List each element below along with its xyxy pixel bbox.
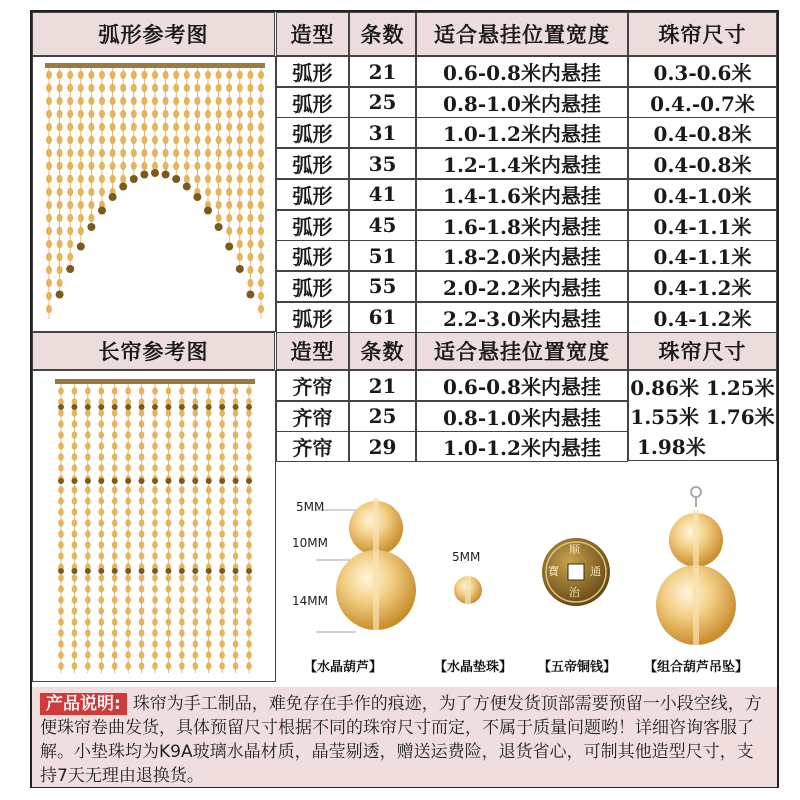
crystal-spacer-icon (454, 576, 482, 604)
gourd-size-label-top: 5MM (296, 500, 325, 514)
arc-row-7-count: 51 (349, 240, 416, 271)
caption-gourd-pendant: 【组合葫芦吊坠】 (644, 660, 749, 675)
long-row-2-width: 0.8-1.0米内悬挂 (416, 401, 628, 432)
arc-row-3-style: 弧形 (276, 117, 349, 148)
arc-row-2-width: 0.8-1.0米内悬挂 (416, 87, 628, 118)
coin-char-bottom: 治 (569, 586, 580, 599)
long-header-size: 珠帘尺寸 (628, 332, 777, 370)
long-row-3-count: 29 (349, 431, 416, 462)
arc-row-7-size: 0.4-1.1米 (628, 240, 777, 271)
arc-row-6-size: 0.4-1.1米 (628, 210, 777, 241)
coin-char-left: 寶 (548, 565, 559, 578)
crystal-gourd-icon (316, 498, 416, 632)
long-header-count: 条数 (349, 332, 416, 370)
arc-header-count: 条数 (349, 12, 416, 56)
arc-reference-title: 弧形参考图 (32, 12, 275, 56)
arc-row-9-width: 2.2-3.0米内悬挂 (416, 302, 628, 333)
product-note-text: 珠帘为手工制品，难免存在手作的痕迹，为了方便发货顶部需要预留一小段空线，方便珠帘卷曲发货，具体预留尺寸根据不同的珠帘尺寸而定，不属于质量问题哟！详细咨询客服了解。小垫珠均为K9A玻璃水晶材质，晶莹剔透，赠送运费险，退货省心，可制其他造型尺寸，支持7天无理由退换货。 (40, 694, 762, 786)
arc-curtain-illustration (33, 57, 276, 332)
long-curtain-illustration (33, 371, 276, 682)
arc-row-8-style: 弧形 (276, 271, 349, 302)
long-row-3-width: 1.0-1.2米内悬挂 (416, 431, 628, 462)
long-row-2-count: 25 (349, 401, 416, 432)
arc-row-9-count: 61 (349, 302, 416, 333)
arc-row-4-width: 1.2-1.4米内悬挂 (416, 148, 628, 179)
arc-row-8-count: 55 (349, 271, 416, 302)
long-row-1-count: 21 (349, 370, 416, 401)
long-reference-title: 长帘参考图 (32, 332, 275, 370)
arc-row-1-size: 0.3-0.6米 (628, 56, 777, 87)
arc-row-5-count: 41 (349, 179, 416, 210)
arc-row-9-style: 弧形 (276, 302, 349, 333)
long-header-width: 适合悬挂位置宽度 (416, 332, 628, 370)
arc-row-3-count: 31 (349, 117, 416, 148)
arc-row-1-style: 弧形 (276, 56, 349, 87)
long-curtain-image (32, 370, 276, 682)
long-size-line-1: 0.86米 1.25米 (628, 370, 777, 401)
bead-detail-panel (276, 462, 777, 682)
arc-row-1-count: 21 (349, 56, 416, 87)
arc-row-5-size: 0.4-1.0米 (628, 179, 777, 210)
arc-header-style: 造型 (276, 12, 349, 56)
product-note-tag: 产品说明: (40, 693, 127, 715)
gourd-size-label-bottom: 14MM (292, 594, 328, 608)
gourd-pendant-icon (656, 487, 736, 645)
arc-row-6-width: 1.6-1.8米内悬挂 (416, 210, 628, 241)
caption-crystal-spacer: 【水晶垫珠】 (434, 660, 513, 675)
arc-row-4-count: 35 (349, 148, 416, 179)
gourd-size-label-mid: 10MM (292, 536, 328, 550)
arc-row-7-style: 弧形 (276, 240, 349, 271)
caption-crystal-gourd: 【水晶葫芦】 (304, 660, 383, 675)
arc-row-8-width: 2.0-2.2米内悬挂 (416, 271, 628, 302)
arc-row-3-size: 0.4-0.8米 (628, 117, 777, 148)
long-row-3-style: 齐帘 (276, 431, 349, 462)
arc-row-3-width: 1.0-1.2米内悬挂 (416, 117, 628, 148)
arc-header-size: 珠帘尺寸 (628, 12, 777, 56)
long-row-1-width: 0.6-0.8米内悬挂 (416, 370, 628, 401)
coin-char-right: 通 (590, 565, 601, 578)
spacer-size-label: 5MM (452, 550, 481, 564)
long-row-2-style: 齐帘 (276, 401, 349, 432)
arc-row-4-size: 0.4-0.8米 (628, 148, 777, 179)
arc-row-2-style: 弧形 (276, 87, 349, 118)
bead-illustrations (276, 462, 777, 682)
arc-row-1-width: 0.6-0.8米内悬挂 (416, 56, 628, 87)
caption-copper-coin: 【五帝铜钱】 (538, 660, 617, 675)
coin-char-top: 顺 (569, 543, 580, 556)
long-size-line-2: 1.55米 1.76米 (628, 400, 777, 431)
arc-row-6-style: 弧形 (276, 210, 349, 241)
arc-row-5-style: 弧形 (276, 179, 349, 210)
arc-row-7-width: 1.8-2.0米内悬挂 (416, 240, 628, 271)
long-header-style: 造型 (276, 332, 349, 370)
arc-row-2-size: 0.4.-0.7米 (628, 87, 777, 118)
arc-row-8-size: 0.4-1.2米 (628, 271, 777, 302)
product-note (32, 687, 777, 787)
long-size-line-3: 1.98米 (628, 430, 777, 461)
arc-curtain-image (32, 56, 276, 332)
arc-row-2-count: 25 (349, 87, 416, 118)
arc-row-9-size: 0.4-1.2米 (628, 302, 777, 333)
arc-row-6-count: 45 (349, 210, 416, 241)
arc-row-5-width: 1.4-1.6米内悬挂 (416, 179, 628, 210)
arc-header-width: 适合悬挂位置宽度 (416, 12, 628, 56)
arc-row-4-style: 弧形 (276, 148, 349, 179)
long-row-1-style: 齐帘 (276, 370, 349, 401)
